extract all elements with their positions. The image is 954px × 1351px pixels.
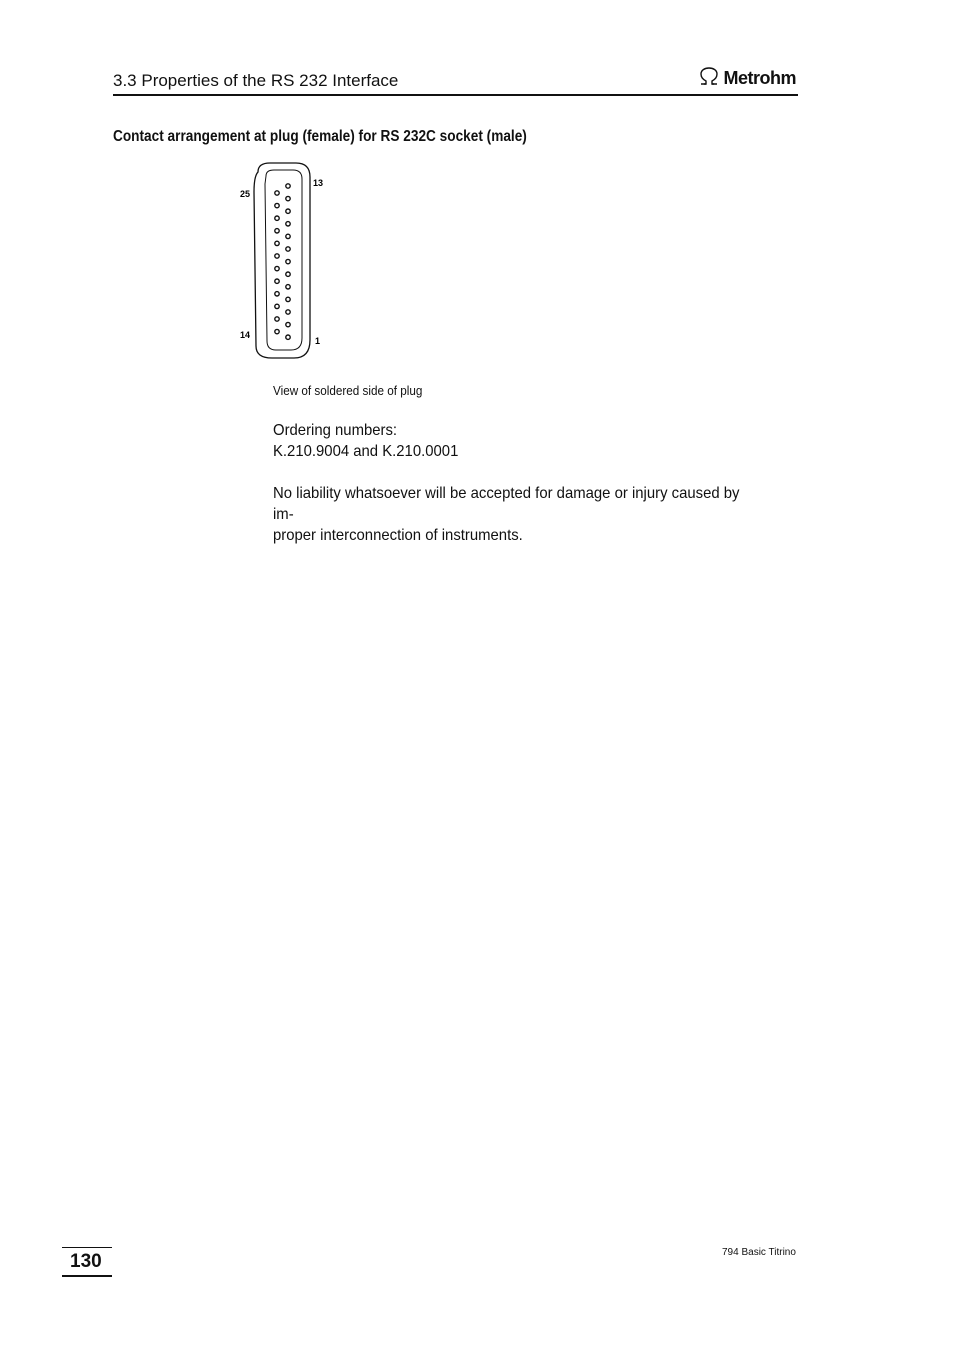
page-number: 130 xyxy=(70,1251,102,1272)
pin-left-17 xyxy=(275,292,279,296)
pin-right-8 xyxy=(286,247,290,251)
pin-left-22 xyxy=(275,229,279,233)
brand-logo xyxy=(698,66,797,90)
page-number-rule xyxy=(62,1275,112,1277)
pin-left-15 xyxy=(275,317,279,321)
pin-label-14: 14 xyxy=(240,330,251,340)
pin-right-9 xyxy=(286,234,290,238)
pin-right-7 xyxy=(286,259,290,263)
pin-left-16 xyxy=(275,304,279,308)
pin-right-4 xyxy=(286,297,290,301)
body-text xyxy=(273,420,757,546)
pin-right-5 xyxy=(286,285,290,289)
pin-left-24 xyxy=(275,203,279,207)
pin-left-25 xyxy=(275,191,279,195)
pin-right-10 xyxy=(286,222,290,226)
footer-rule xyxy=(62,1247,112,1248)
pin-left-18 xyxy=(275,279,279,283)
pin-group xyxy=(275,184,290,340)
db25-connector-diagram xyxy=(230,160,340,365)
section-heading: Contact arrangement at plug (female) for RS 232C socket (male) xyxy=(113,128,527,145)
page-header xyxy=(113,66,798,96)
pin-left-21 xyxy=(275,241,279,245)
ordering-label: Ordering numbers: xyxy=(273,422,398,439)
pin-left-14 xyxy=(275,329,279,333)
pin-right-11 xyxy=(286,209,290,213)
pin-right-1 xyxy=(286,335,290,339)
pin-right-6 xyxy=(286,272,290,276)
section-title: 3.3 Properties of the RS 232 Interface xyxy=(113,71,399,90)
ordering-numbers: K.210.9004 and K.210.0001 xyxy=(273,443,459,460)
diagram-caption: View of soldered side of plug xyxy=(273,383,423,398)
brand-name: Metrohm xyxy=(723,67,796,88)
pin-label-25: 25 xyxy=(240,189,251,199)
pin-left-23 xyxy=(275,216,279,220)
omega-logo-icon xyxy=(698,66,720,91)
pin-left-20 xyxy=(275,254,279,258)
pin-right-13 xyxy=(286,184,290,188)
liability-line-2: proper interconnection of instruments. xyxy=(273,527,523,544)
pin-right-12 xyxy=(286,196,290,200)
pin-left-19 xyxy=(275,266,279,270)
pin-label-13: 13 xyxy=(313,178,324,188)
pin-label-1: 1 xyxy=(315,336,321,346)
pin-right-3 xyxy=(286,310,290,314)
footer-product: 794 Basic Titrino xyxy=(722,1247,796,1258)
liability-line-1: No liability whatsoever will be accepted for damage or injury caused by im- xyxy=(273,485,740,523)
pin-right-2 xyxy=(286,322,290,326)
